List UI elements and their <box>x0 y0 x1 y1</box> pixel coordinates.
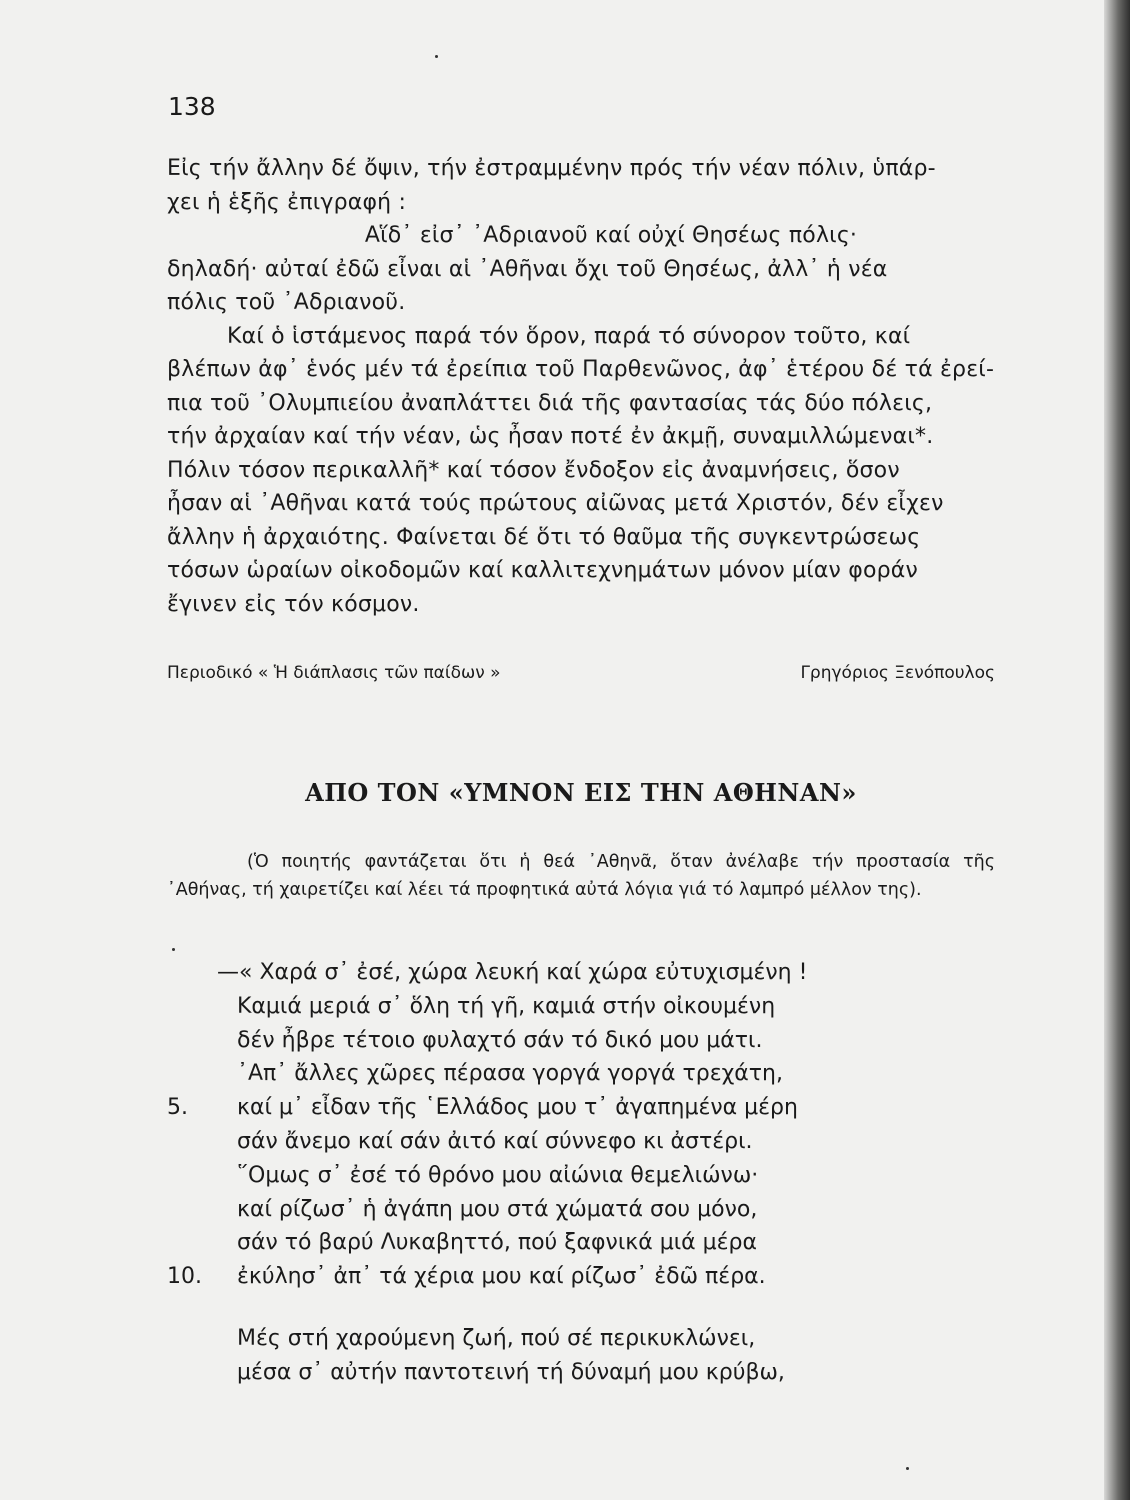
line-number: 10. <box>167 1264 202 1290</box>
text-line: χει ἡ ἑξῆς ἐπιγραφή : <box>167 189 407 215</box>
poem-line <box>167 990 995 1024</box>
poem-line <box>167 1226 995 1260</box>
line-text: Καμιά μεριά σ᾽ ὅλη τή γῆ, καμιά στήν οἰκουμένη <box>237 993 776 1019</box>
text-line: ἔγινεν εἰς τόν κόσμον. <box>167 591 420 617</box>
line-text: μέσα σ᾽ αὐτήν παντοτεινή τή δύναμή μου κρύβω, <box>237 1359 785 1385</box>
paragraph-3 <box>167 320 995 622</box>
text-line: πια τοῦ ᾿Ολυμπιείου ἀναπλάττει διά τῆς φαντασίας τάς δύο πόλεις, <box>167 390 933 416</box>
paragraph-2 <box>167 253 995 320</box>
line-number: 5. <box>167 1095 188 1121</box>
line-text: σάν ἄνεμο καί σάν ἀιτό καί σύννεφο κι ἀστέρι. <box>237 1128 753 1154</box>
line-text: ἐκύλησ᾽ ἀπ᾽ τά χέρια μου καί ρίζωσ᾽ ἐδῶ πέρα. <box>237 1264 766 1290</box>
line-text: Μές στή χαρούμενη ζωή, πού σέ περικυκλώνει, <box>237 1325 756 1351</box>
ink-speck <box>906 1467 909 1470</box>
line-text: ῞Ομως σ᾽ ἐσέ τό θρόνο μου αἰώνια θεμελιώνω· <box>237 1162 759 1188</box>
ink-speck <box>172 948 175 951</box>
text-line: ἦσαν αἱ ᾿Αθῆναι κατά τούς πρώτους αἰῶνας μετά Χριστόν, δέν εἶχεν <box>167 491 944 516</box>
source-citation <box>167 663 995 683</box>
poem-line <box>167 1356 995 1390</box>
prose-section <box>167 152 995 621</box>
poem-line <box>167 1125 995 1159</box>
poem-line <box>167 1024 995 1058</box>
poem-line <box>167 956 995 990</box>
text-line: ἄλλην ἡ ἀρχαιότης. Φαίνεται δέ ὅτι τό θαῦμα τῆς συγκεντρώσεως <box>167 524 921 550</box>
ink-speck <box>435 55 438 58</box>
poem-line <box>167 1159 995 1193</box>
text-line: πόλις τοῦ ᾿Αδριανοῦ. <box>167 290 406 315</box>
epigraph: Αἵδ᾽ εἰσ᾽ ᾿Αδριανοῦ καί οὐχί Θησέως πόλις· <box>364 223 858 248</box>
intro-text: (Ὁ ποιητής φαντάζεται ὅτι ἡ θεά ᾿Αθηνᾶ, ὅταν ἀνέλαβε τήν προστασία τῆς ᾿Αθήνας, τή χαιρετίζει καί λέει τά προφητικά αὐτά λόγια γιά τό λαμπρό μέλλον της). <box>167 852 995 900</box>
author-name: Γρηγόριος Ξενόπουλος <box>800 663 995 683</box>
poem-line <box>167 1057 995 1091</box>
line-text: καί ρίζωσ᾽ ἡ ἀγάπη μου στά χώματά σου μόνο, <box>237 1196 758 1222</box>
text-line: Πόλιν τόσον περικαλλῆ* καί τόσον ἔνδοξον εἰς ἀναμνήσεις, ὅσον <box>167 457 900 483</box>
text-line: Καί ὁ ἱστάμενος παρά τόν ὅρον, παρά τό σύνορον τοῦτο, καί <box>227 323 911 349</box>
poem-title: ΑΠΟ ΤΟΝ «ΥΜΝΟΝ ΕΙΣ ΤΗΝ ΑΘΗΝΑΝ» <box>305 778 857 807</box>
text-line: Εἰς τήν ἄλλην δέ ὄψιν, τήν ἐστραμμένην πρός τήν νέαν πόλιν, ὑπάρ- <box>167 156 936 181</box>
periodical-name: Περιοδικό « Ἡ διάπλασις τῶν παίδων » <box>167 663 501 683</box>
line-text: καί μ᾽ εἶδαν τῆς ῾Ελλάδος μου τ᾽ ἀγαπημένα μέρη <box>237 1095 798 1121</box>
line-text: σάν τό βαρύ Λυκαβηττό, πού ξαφνικά μιά μέρα <box>237 1230 758 1256</box>
paragraph-1 <box>167 152 995 219</box>
poem-intro <box>167 848 995 904</box>
text-line: τήν ἀρχαίαν καί τήν νέαν, ὡς ἦσαν ποτέ ἐν ἀκμῇ, συναμιλλώμεναι*. <box>167 424 934 449</box>
text-line: δηλαδή· αὐταί ἐδῶ εἶναι αἱ ᾿Αθῆναι ὄχι τοῦ Θησέως, ἀλλ᾽ ἡ νέα <box>167 256 888 282</box>
text-line: βλέπων ἀφ᾽ ἑνός μέν τά ἐρείπια τοῦ Παρθενῶνος, ἀφ᾽ ἑτέρου δέ τά ἐρεί- <box>167 357 995 382</box>
poem-line <box>167 1260 995 1294</box>
stanza-break <box>167 1294 995 1322</box>
poem <box>167 956 995 1390</box>
poem-line <box>167 1091 995 1125</box>
page-number: 138 <box>168 92 216 121</box>
line-text: δέν ἦβρε τέτοιο φυλαχτό σάν τό δικό μου μάτι. <box>237 1027 763 1053</box>
binding-shadow <box>1104 0 1130 1500</box>
poem-line <box>167 1322 995 1356</box>
line-text: —« Χαρά σ᾽ ἐσέ, χώρα λευκή καί χώρα εὐτυχισμένη ! <box>217 960 808 985</box>
line-text: ᾿Απ᾽ ἄλλες χῶρες πέρασα γοργά γοργά τρεχάτη, <box>237 1061 783 1087</box>
poem-line <box>167 1193 995 1227</box>
text-line: τόσων ὡραίων οἰκοδομῶν καί καλλιτεχνημάτων μόνον μίαν φοράν <box>167 558 918 583</box>
